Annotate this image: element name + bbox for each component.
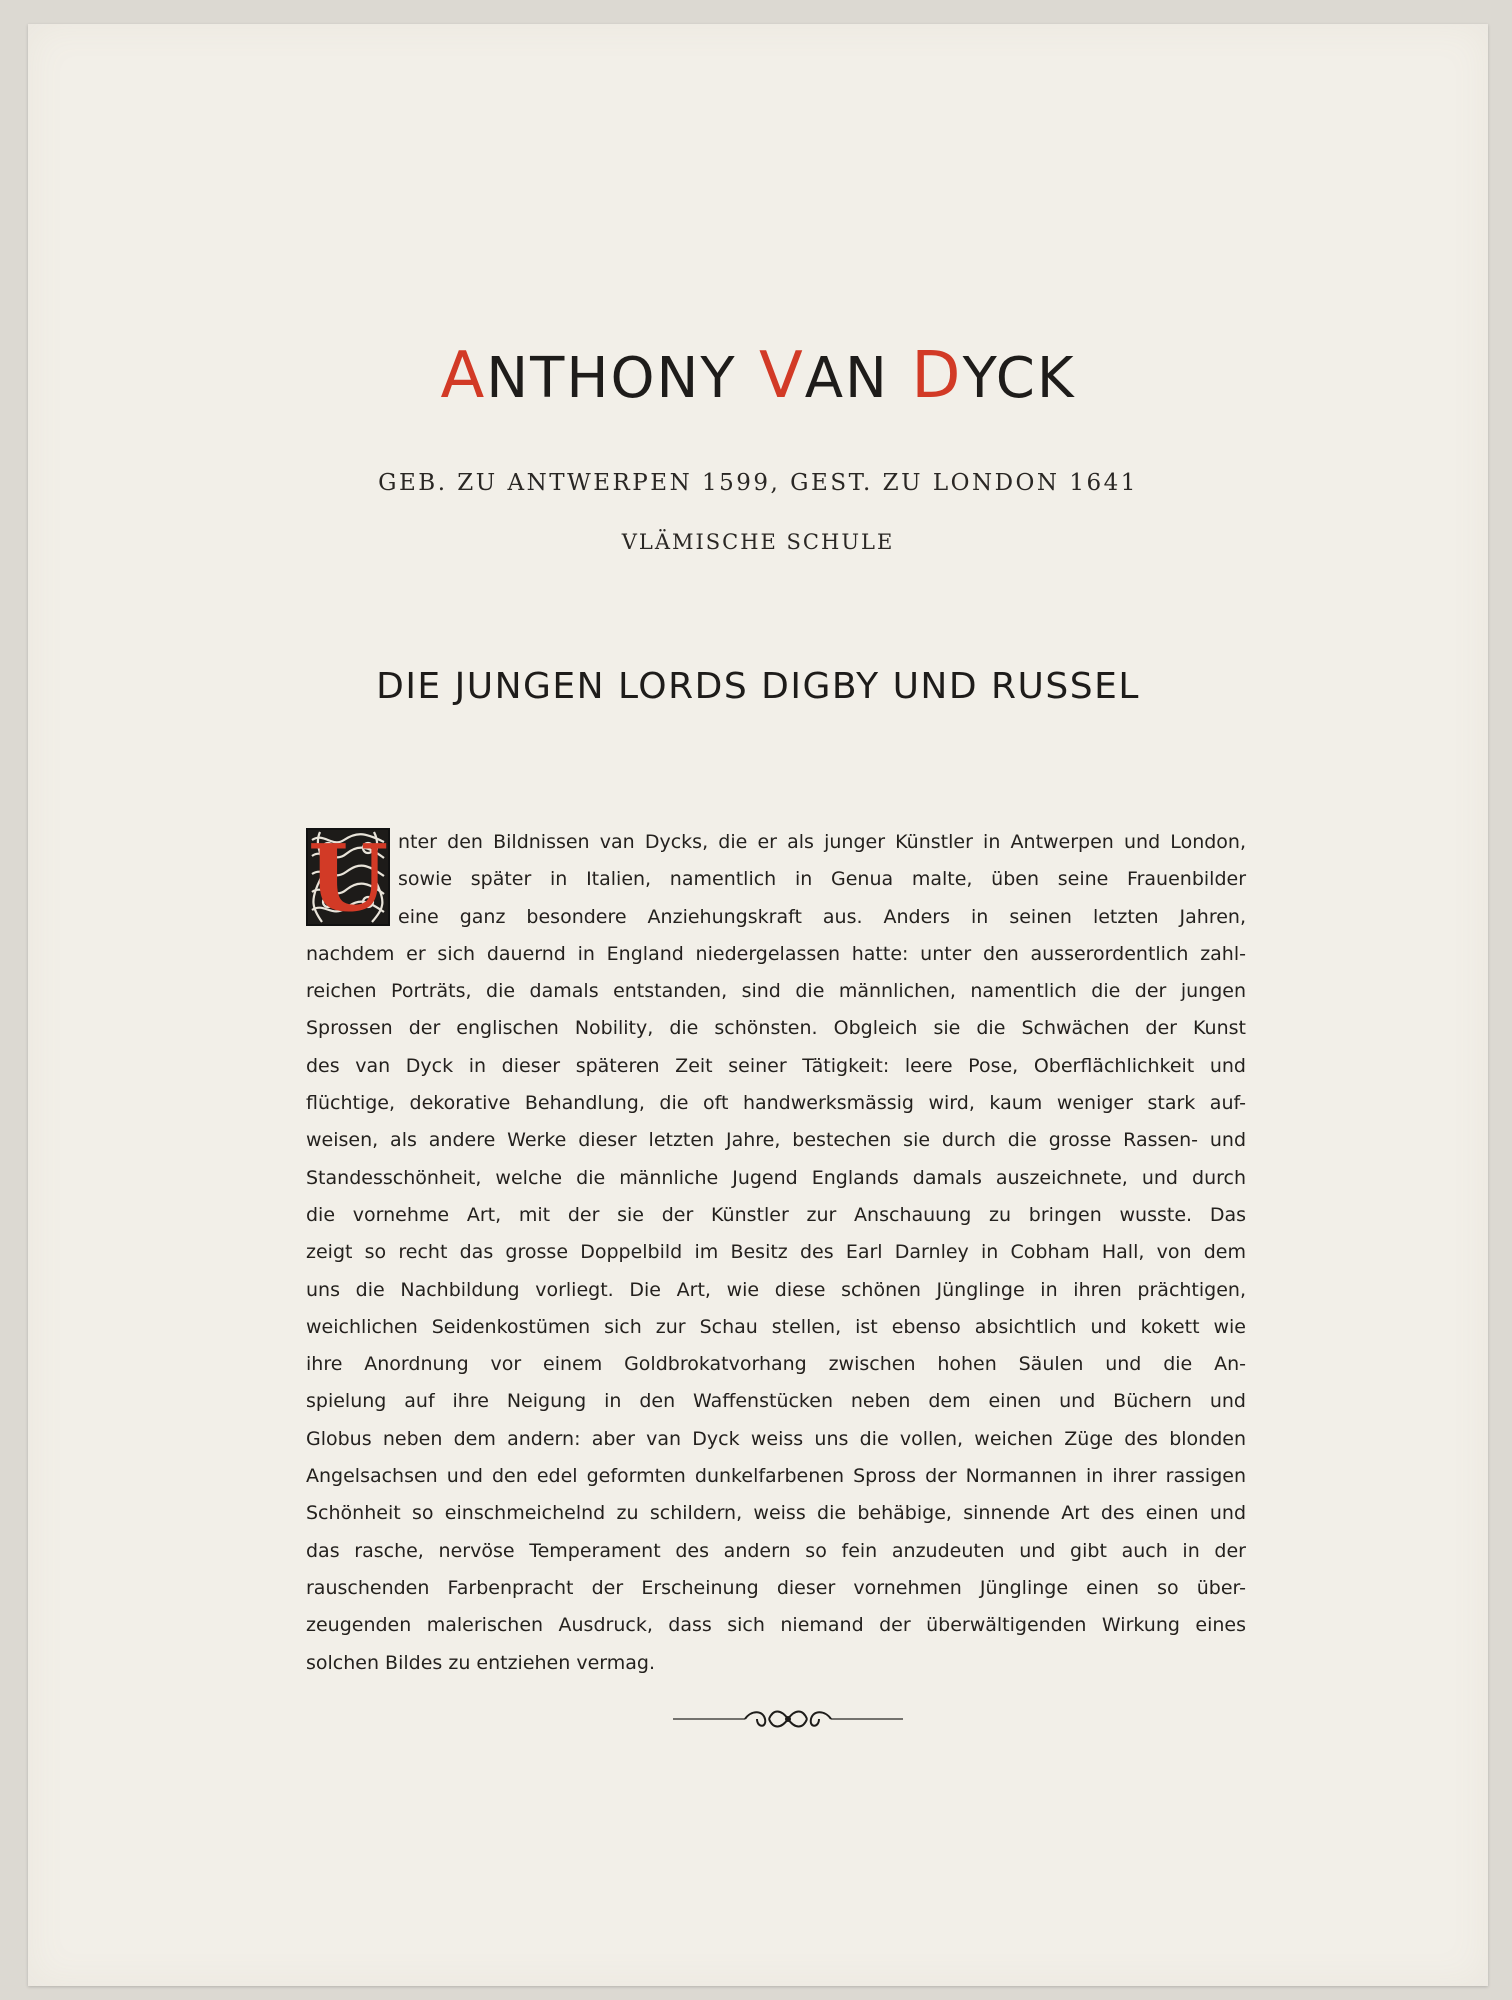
title-rest: YCK [962,346,1076,411]
text-line: weisen, als andere Werke dieser letzten Jahre, bestechen sie durch die grosse Rassen- und [306,1129,1246,1152]
text-line: Schönheit so einschmeichelnd zu schildern, weiss die behäbige, sinnende Art des einen und [306,1502,1246,1525]
title-initial: A [440,339,487,413]
title-word-1 [440,339,736,413]
title-initial: V [758,339,805,413]
text-line: nachdem er sich dauernd in England niedergelassen hatte: unter den ausserordentlich zahl- [306,942,1246,965]
paper-sheet [28,24,1488,1986]
work-title: DIE JUNGEN LORDS DIGBY UND RUSSEL [376,666,1140,707]
text-line: Angelsachsen und den edel geformten dunkelfarbenen Spross der Normannen in ihrer rassigen [306,1465,1246,1488]
body-paragraph [306,824,1246,1682]
title-word-3 [911,339,1075,413]
school-label: VLÄMISCHE SCHULE [621,530,895,554]
text-line: des van Dyck in dieser späteren Zeit seiner Tätigkeit: leere Pose, Oberflächlichkeit und [306,1054,1246,1077]
text-line: rauschenden Farbenpracht der Erscheinung dieser vornehmen Jünglinge einen so über- [306,1576,1246,1599]
text-line: nter den Bildnissen van Dycks, die er als junger Künstler in Antwerpen und London, [398,831,1246,853]
artist-title [28,339,1488,413]
text-line: die vornehme Art, mit der sie der Künstler zur Anschauung zu bringen wusste. Das [306,1203,1246,1226]
text-line: Sprossen der englischen Nobility, die schönsten. Obgleich sie die Schwächen der Kunst [306,1017,1246,1040]
text-line: solchen Bildes zu entziehen vermag. [306,1651,655,1674]
text-line: das rasche, nervöse Temperament des andern so fein anzudeuten und gibt auch in der [306,1539,1246,1562]
text-line: sowie später in Italien, namentlich in Genua malte, üben seine Frauenbilder [398,868,1246,891]
life-dates: GEB. ZU ANTWERPEN 1599, GEST. ZU LONDON 1641 [378,470,1138,496]
text-line: uns die Nachbildung vorliegt. Die Art, wie diese schönen Jünglinge in ihren prächtigen, [306,1278,1246,1301]
title-word-2 [759,339,889,413]
title-rest: NTHONY [486,346,737,411]
title-initial: D [911,339,963,413]
text-line: weichlichen Seidenkostümen sich zur Schau stellen, ist ebenso absichtlich und kokett wie [306,1315,1246,1338]
text-line: Standesschönheit, welche die männliche Jugend Englands damals auszeichnete, und durch [306,1166,1246,1189]
title-rest: AN [804,346,889,411]
text-line: Globus neben dem andern: aber van Dyck weiss uns die vollen, weichen Züge des blonden [306,1427,1246,1450]
drop-cap-letter: U [308,828,389,926]
text-line: ihre Anordnung vor einem Goldbrokatvorhang zwischen hohen Säulen und die An- [306,1353,1246,1376]
text-line: spielung auf ihre Neigung in den Waffenstücken neben dem einen und Büchern und [306,1390,1246,1413]
text-line: flüchtige, dekorative Behandlung, die oft handwerksmässig wird, kaum weniger stark auf- [306,1092,1246,1115]
text-line: zeugenden malerischen Ausdruck, dass sich niemand der überwältigenden Wirkung eines [306,1614,1246,1637]
text-line: eine ganz besondere Anziehungskraft aus. Anders in seinen letzten Jahren, [398,905,1246,928]
knotwork-initial-icon [306,828,390,926]
text-line: reichen Porträts, die damals entstanden, sind die männlichen, namentlich die der jungen [306,980,1246,1003]
text-line: zeigt so recht das grosse Doppelbild im Besitz des Earl Darnley in Cobham Hall, von dem [306,1241,1246,1264]
scroll-ornament-icon [673,1704,903,1734]
